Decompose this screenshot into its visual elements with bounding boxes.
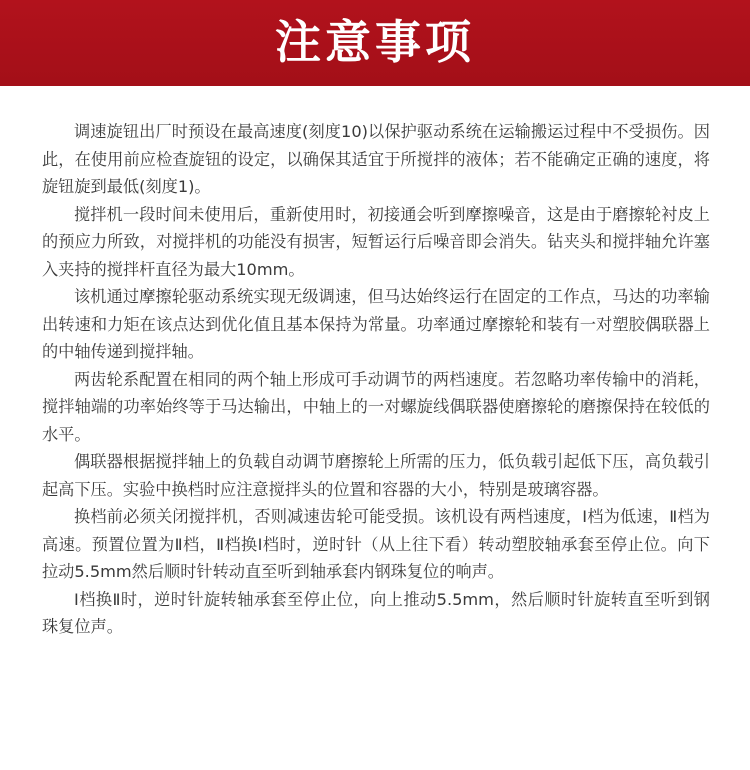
paragraph-coupler: 偶联器根据搅拌轴上的负载自动调节磨擦轮上所需的压力，低负载引起低下压，高负载引起高下压。实验中换档时应注意搅拌头的位置和容器的大小，特别是玻璃容器。 — [42, 452, 710, 499]
paragraph-drive-system: 该机通过摩擦轮驱动系统实现无级调速，但马达始终运行在固定的工作点，马达的功率输出转速和力矩在该点达到优化值且基本保持为常量。功率通过摩擦轮和装有一对塑胶偶联器上的中轴传递到搅拌轴。 — [42, 287, 710, 361]
page-title: 注意事项 — [275, 15, 475, 69]
paragraph-gear-shift-down: 换档前必须关闭搅拌机，否则减速齿轮可能受损。该机设有两档速度，I档为低速，Ⅱ档为高速。预置位置为Ⅱ档，Ⅱ档换I档时，逆时针（从上往下看）转动塑胶轴承套至停止位。向下拉动5.5mm然后顺时针转动直至听到轴承套内钢珠复位的响声。 — [42, 507, 710, 581]
paragraph-friction-noise: 搅拌机一段时间未使用后，重新使用时，初接通会听到摩擦噪音，这是由于磨擦轮衬皮上的预应力所致，对搅拌机的功能没有损害，短暂运行后噪音即会消失。钻夹头和搅拌轴允许塞入夹持的搅拌杆直径为最大10mm。 — [42, 204, 710, 279]
paragraph-speed-knob: 调速旋钮出厂时预设在最高速度(刻度10)以保护驱动系统在运输搬运过程中不受损伤。因此，在使用前应检查旋钮的设定，以确保其适宜于所搅拌的液体；若不能确定正确的速度，将旋钮旋到最低(刻度1)。 — [42, 122, 710, 196]
paragraph-gear-system: 两齿轮系配置在相同的两个轴上形成可手动调节的两档速度。若忽略功率传输中的消耗，搅拌轴端的功率始终等于马达输出，中轴上的一对螺旋线偶联器使磨擦轮的磨擦保持在较低的水平。 — [42, 369, 710, 444]
notice-content — [42, 118, 710, 641]
paragraph-gear-shift-up: I档换Ⅱ时，逆时针旋转轴承套至停止位，向上推动5.5mm，然后顺时针旋转直至听到钢珠复位声。 — [42, 589, 710, 636]
header-banner — [0, 0, 750, 86]
